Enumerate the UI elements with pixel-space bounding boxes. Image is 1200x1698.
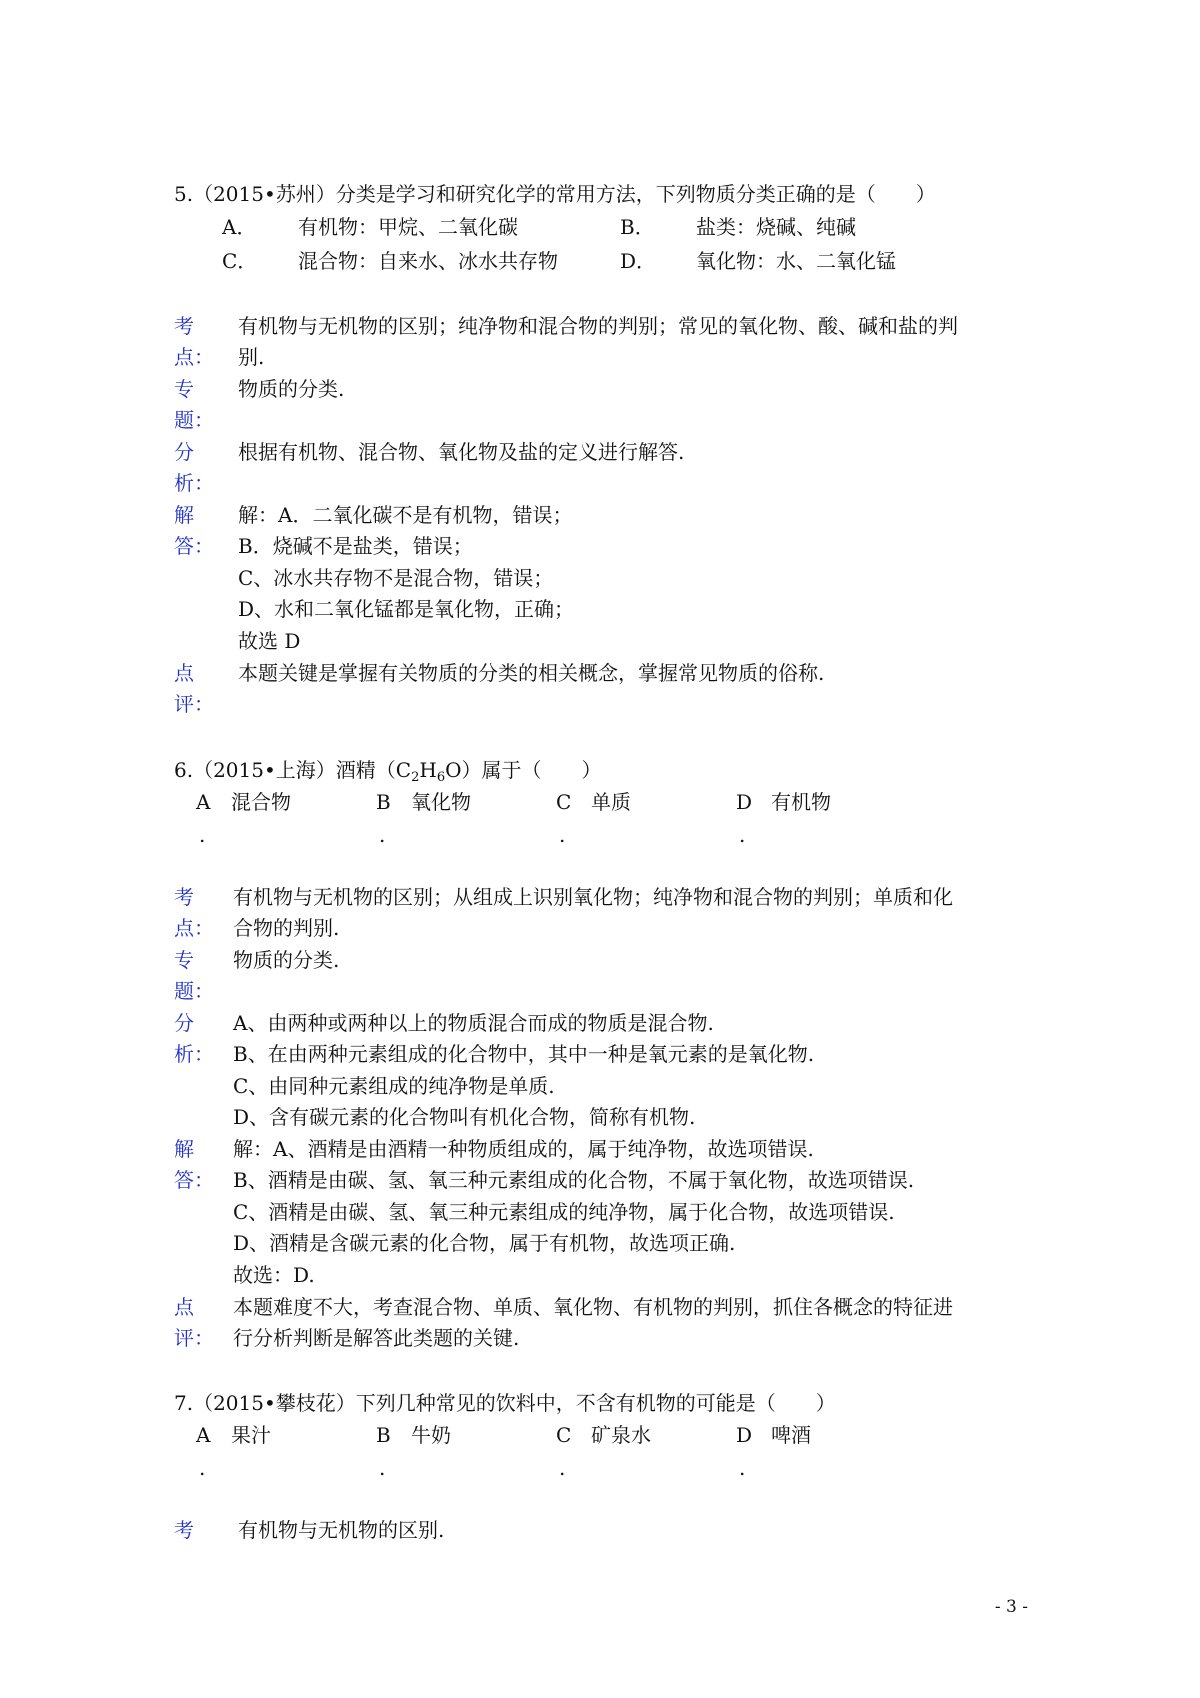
q5-zhuanti-text: 物质的分类. xyxy=(238,377,345,401)
q6-option-b-dot: . xyxy=(379,823,386,847)
q5-jieda-label-1: 解 xyxy=(174,503,194,527)
q6-jieda-line-5: 故选：D. xyxy=(233,1263,315,1287)
q6-jieda-line-3: C、酒精是由碳、氢、氧三种元素组成的纯净物，属于化合物，故选项错误. xyxy=(233,1200,895,1224)
q5-zhuanti-label-1: 专 xyxy=(174,377,194,401)
q6-fenxi-line-2: B、在由两种元素组成的化合物中，其中一种是氧元素的是氧化物. xyxy=(233,1042,815,1066)
q7-option-c-letter: C xyxy=(556,1423,572,1447)
q6-fenxi-label-2: 析： xyxy=(174,1042,214,1066)
q6-dianping-label-1: 点 xyxy=(174,1295,194,1319)
q6-kaodian-text-2: 合物的判别. xyxy=(233,916,340,940)
q5-option-a-letter: A． xyxy=(222,215,257,239)
q6-kaodian-label-2: 点： xyxy=(174,916,214,940)
q7-option-d-text: 啤酒 xyxy=(771,1423,811,1447)
q5-jieda-line-5: 故选 D xyxy=(238,629,301,653)
q5-kaodian-text-2: 别. xyxy=(238,345,265,369)
q6-zhuanti-label-1: 专 xyxy=(174,948,194,972)
q5-kaodian-label-1: 考 xyxy=(174,314,194,338)
q6-option-d-text: 有机物 xyxy=(771,790,831,814)
q6-kaodian-text-1: 有机物与无机物的区别；从组成上识别氧化物；纯净物和混合物的判别；单质和化 xyxy=(233,885,953,909)
q6-jieda-line-1: 解：A、酒精是由酒精一种物质组成的，属于纯净物，故选项错误. xyxy=(233,1137,814,1161)
q6-jieda-label-2: 答： xyxy=(174,1168,214,1192)
q5-kaodian-label-2: 点： xyxy=(174,345,214,369)
q5-option-a-text: 有机物：甲烷、二氧化碳 xyxy=(298,215,518,239)
q7-kaodian-text: 有机物与无机物的区别. xyxy=(238,1518,445,1542)
q6-fenxi-line-3: C、由同种元素组成的纯净物是单质. xyxy=(233,1074,555,1098)
q5-dianping-label-1: 点 xyxy=(174,661,194,685)
q6-stem-sub-2: 6 xyxy=(436,770,446,785)
q5-option-d-letter: D． xyxy=(620,249,657,273)
q7-option-d-letter: D xyxy=(736,1423,753,1447)
q7-option-c-text: 矿泉水 xyxy=(591,1423,651,1447)
q6-dianping-label-2: 评： xyxy=(174,1326,214,1350)
q7-option-a-letter: A xyxy=(196,1423,211,1447)
q5-option-d-text: 氧化物：水、二氧化锰 xyxy=(696,249,896,273)
q7-option-b-letter: B xyxy=(376,1423,391,1447)
q6-zhuanti-label-2: 题： xyxy=(174,979,214,1003)
q7-option-c-dot: . xyxy=(559,1456,566,1480)
q7-option-a-dot: . xyxy=(199,1456,206,1480)
q5-zhuanti-label-2: 题： xyxy=(174,408,214,432)
q6-option-c-dot: . xyxy=(559,823,566,847)
q6-stem-sub-1: 2 xyxy=(411,770,420,785)
q6-option-b-text: 氧化物 xyxy=(411,790,471,814)
q6-option-d-letter: D xyxy=(736,790,753,814)
q6-option-b-letter: B xyxy=(376,790,391,814)
q6-stem-mid: H xyxy=(419,758,437,782)
q7-kaodian-label: 考 xyxy=(174,1518,194,1542)
q5-option-c-letter: C． xyxy=(222,249,258,273)
q5-option-b-text: 盐类：烧碱、纯碱 xyxy=(696,215,856,239)
q7-option-d-dot: . xyxy=(739,1456,746,1480)
q6-jieda-label-1: 解 xyxy=(174,1137,194,1161)
q6-dianping-text-1: 本题难度不大，考查混合物、单质、氧化物、有机物的判别，抓住各概念的特征进 xyxy=(233,1295,953,1319)
q5-jieda-line-1: 解：A．二氧化碳不是有机物，错误； xyxy=(238,503,573,527)
q6-zhuanti-text: 物质的分类. xyxy=(233,948,340,972)
q6-fenxi-line-4: D、含有碳元素的化合物叫有机化合物，简称有机物. xyxy=(233,1105,696,1129)
q6-stem-prefix: 6.（2015•上海）酒精（C xyxy=(174,758,412,782)
q6-dianping-text-2: 行分析判断是解答此类题的关键. xyxy=(233,1326,520,1350)
q5-jieda-line-2: B．烧碱不是盐类，错误； xyxy=(238,534,473,558)
q7-option-b-text: 牛奶 xyxy=(411,1423,451,1447)
page-number: - 3 - xyxy=(994,1597,1028,1617)
q5-jieda-line-4: D、水和二氧化锰都是氧化物，正确； xyxy=(238,597,575,621)
q6-option-a-dot: . xyxy=(199,823,206,847)
q6-kaodian-label-1: 考 xyxy=(174,885,194,909)
q5-option-c-text: 混合物：自来水、冰水共存物 xyxy=(298,249,558,273)
q6-stem xyxy=(174,757,602,783)
q6-option-a-text: 混合物 xyxy=(231,790,291,814)
q5-jieda-line-3: C、冰水共存物不是混合物，错误； xyxy=(238,566,554,590)
q6-option-a-letter: A xyxy=(196,790,211,814)
q5-dianping-text: 本题关键是掌握有关物质的分类的相关概念，掌握常见物质的俗称. xyxy=(238,661,825,685)
q5-fenxi-label-2: 析： xyxy=(174,471,214,495)
q6-stem-suffix: O）属于（ ） xyxy=(445,758,602,782)
q6-fenxi-line-1: A、由两种或两种以上的物质混合而成的物质是混合物. xyxy=(233,1011,714,1035)
q5-stem: 5.（2015•苏州）分类是学习和研究化学的常用方法，下列物质分类正确的是（ ） xyxy=(174,182,936,206)
q5-dianping-label-2: 评： xyxy=(174,692,214,716)
q6-fenxi-label-1: 分 xyxy=(174,1011,194,1035)
q6-jieda-line-4: D、酒精是含碳元素的化合物，属于有机物，故选项正确. xyxy=(233,1231,736,1255)
q7-stem: 7.（2015•攀枝花）下列几种常见的饮料中，不含有机物的可能是（ ） xyxy=(174,1391,836,1415)
q7-option-a-text: 果汁 xyxy=(231,1423,271,1447)
q6-option-c-text: 单质 xyxy=(591,790,631,814)
q5-fenxi-label-1: 分 xyxy=(174,440,194,464)
q6-jieda-line-2: B、酒精是由碳、氢、氧三种元素组成的化合物，不属于氧化物，故选项错误. xyxy=(233,1168,915,1192)
q5-kaodian-text-1: 有机物与无机物的区别；纯净物和混合物的判别；常见的氧化物、酸、碱和盐的判 xyxy=(238,314,958,338)
q5-jieda-label-2: 答： xyxy=(174,534,214,558)
q6-option-d-dot: . xyxy=(739,823,746,847)
q6-option-c-letter: C xyxy=(556,790,572,814)
q7-option-b-dot: . xyxy=(379,1456,386,1480)
q5-option-b-letter: B． xyxy=(620,215,655,239)
q5-fenxi-text: 根据有机物、混合物、氧化物及盐的定义进行解答. xyxy=(238,440,685,464)
